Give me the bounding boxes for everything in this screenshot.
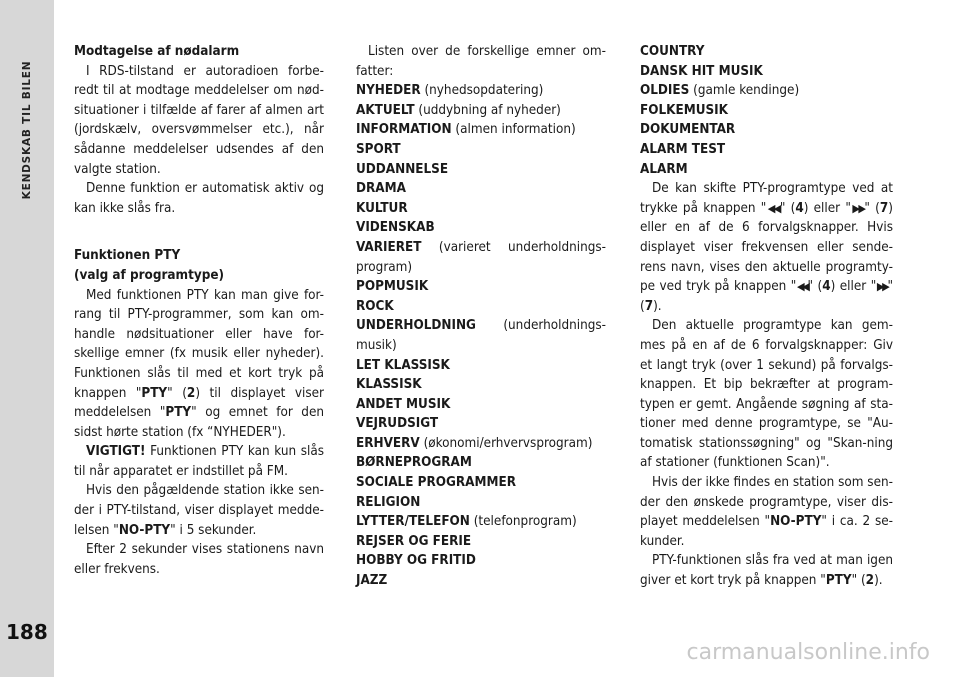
paragraph: I RDS-tilstand er autoradioen forbe-redt til at modtage meddelelser om nød-situationer i tilfælde af farer af almen art (jordskælv, oversvømmelser etc.), når sådanne meddelelser udsendes af den valgte station. xyxy=(74,63,324,177)
column-2 xyxy=(356,42,606,591)
pty-list-item: HOBBY OG FRITID xyxy=(356,553,476,569)
paragraph: Denne funktion er automatisk aktiv og kan ikke slås fra. xyxy=(74,181,324,216)
pty-list-item: REJSER OG FERIE xyxy=(356,533,472,549)
pty-list-item: POPMUSIK xyxy=(356,279,429,295)
column-1 xyxy=(74,42,324,579)
pty-list-item: ERHVERV (økonomi/erhvervsprogram) xyxy=(356,435,593,451)
paragraph: PTY-funktionen slås fra ved at man igen giver et kort tryk på knappen "PTY" (2). xyxy=(640,553,893,589)
pty-list-item: AKTUELT (uddybning af nyheder) xyxy=(356,102,561,118)
pty-list-item: ALARM TEST xyxy=(640,141,726,157)
paragraph: Efter 2 sekunder vises stationens navn eller frekvens. xyxy=(74,542,324,577)
pty-list-item: UNDERHOLDNING (underholdnings-musik) xyxy=(356,318,606,353)
watermark: carmanualsonline.info xyxy=(686,640,930,665)
pty-list-item: ALARM xyxy=(640,161,688,177)
pty-list-item: ANDET MUSIK xyxy=(356,396,451,412)
paragraph: Den aktuelle programtype kan gem-mes på en af de 6 forvalgsknapper: Giv et langt tryk (over 1 sekund) på forvalgs-knappen. Et bip bekræfter at program-typen er gemt. Angående søgning af sta-tioner med denne programtype, se "Au-tomatisk stationssøgning" og "Skan-ning af stationer (funktionen Scan)". xyxy=(640,318,893,471)
pty-list-item: OLDIES (gamle kendinge) xyxy=(640,83,800,99)
pty-list-item: FOLKEMUSIK xyxy=(640,102,728,118)
pty-list-item: UDDANNELSE xyxy=(356,161,449,177)
paragraph: VIGTIGT! Funktionen PTY kan kun slås til når apparatet er indstillet på FM. xyxy=(74,444,324,479)
pty-list-item: NYHEDER (nyhedsopdatering) xyxy=(356,83,544,99)
pty-list-item: BØRNEPROGRAM xyxy=(356,455,472,471)
pty-list-item: DANSK HIT MUSIK xyxy=(640,63,763,79)
section-title: KENDSKAB TIL BILEN xyxy=(21,60,33,200)
pty-list-item: SOCIALE PROGRAMMER xyxy=(356,475,516,491)
paragraph: Hvis den pågældende station ikke sen-der i PTY-tilstand, viser displayet medde-lelsen "NO-PTY" i 5 sekunder. xyxy=(74,483,324,538)
heading-pty-sub: (valg af programtype) xyxy=(74,267,224,283)
fast-forward-icon: ▶▶ xyxy=(876,280,888,294)
pty-list-item: DRAMA xyxy=(356,181,406,197)
pty-list-item: ROCK xyxy=(356,298,394,314)
pty-list-item: DOKUMENTAR xyxy=(640,122,736,138)
pty-list-item: VEJRUDSIGT xyxy=(356,416,439,432)
rewind-icon: ◀◀ xyxy=(766,201,780,215)
pty-list-item: LYTTER/TELEFON (telefonprogram) xyxy=(356,514,577,530)
heading-emergency: Modtagelse af nødalarm xyxy=(74,44,240,59)
pty-list-item: COUNTRY xyxy=(640,44,705,59)
pty-list-item: LET KLASSISK xyxy=(356,357,450,373)
heading-pty: Funktionen PTY xyxy=(74,248,181,264)
paragraph: Med funktionen PTY kan man give for-rang til PTY-programmer, som kan om-handle nødsituationer eller have for-skellige emner (fx musik eller nyheder). Funktionen slås til med et kort tryk på knappen "PTY" (2) til displayet viser meddelelsen "PTY" og emnet for den sidst hørte station (fx “NYHEDER"). xyxy=(74,287,324,440)
pty-list-item: KULTUR xyxy=(356,200,408,216)
pty-list-item: VARIERET (varieret underholdnings-program) xyxy=(356,239,606,275)
fast-forward-icon: ▶▶ xyxy=(850,201,865,215)
paragraph: De kan skifte PTY-programtype ved at trykke på knappen "◀◀" (4) eller "▶▶" (7) eller en af de 6 forvalgsknapper. Hvis displayet viser frekvensen eller sende-rens navn, vises den aktuelle programty-pe ved tryk på knappen "◀◀" (4) eller "▶▶" (7). xyxy=(640,181,893,314)
pty-list-item: RELIGION xyxy=(356,494,421,510)
pty-list-item: JAZZ xyxy=(356,573,388,589)
pty-list-item: SPORT xyxy=(356,141,401,157)
rewind-icon: ◀◀ xyxy=(796,280,808,294)
column-3 xyxy=(640,42,893,591)
pty-list xyxy=(640,42,893,179)
page-number: 188 xyxy=(6,620,48,644)
pty-list xyxy=(356,81,606,590)
pty-list-item: INFORMATION (almen information) xyxy=(356,122,576,138)
pty-list-item: VIDENSKAB xyxy=(356,220,435,236)
paragraph: Hvis der ikke findes en station som sen-der den ønskede programtype, viser dis-playet meddelelsen "NO-PTY" i ca. 2 se-kunder. xyxy=(640,475,894,549)
pty-list-item: KLASSISK xyxy=(356,377,422,393)
paragraph: Listen over de forskellige emner om-fatter: xyxy=(356,44,606,79)
sidebar xyxy=(0,0,54,677)
